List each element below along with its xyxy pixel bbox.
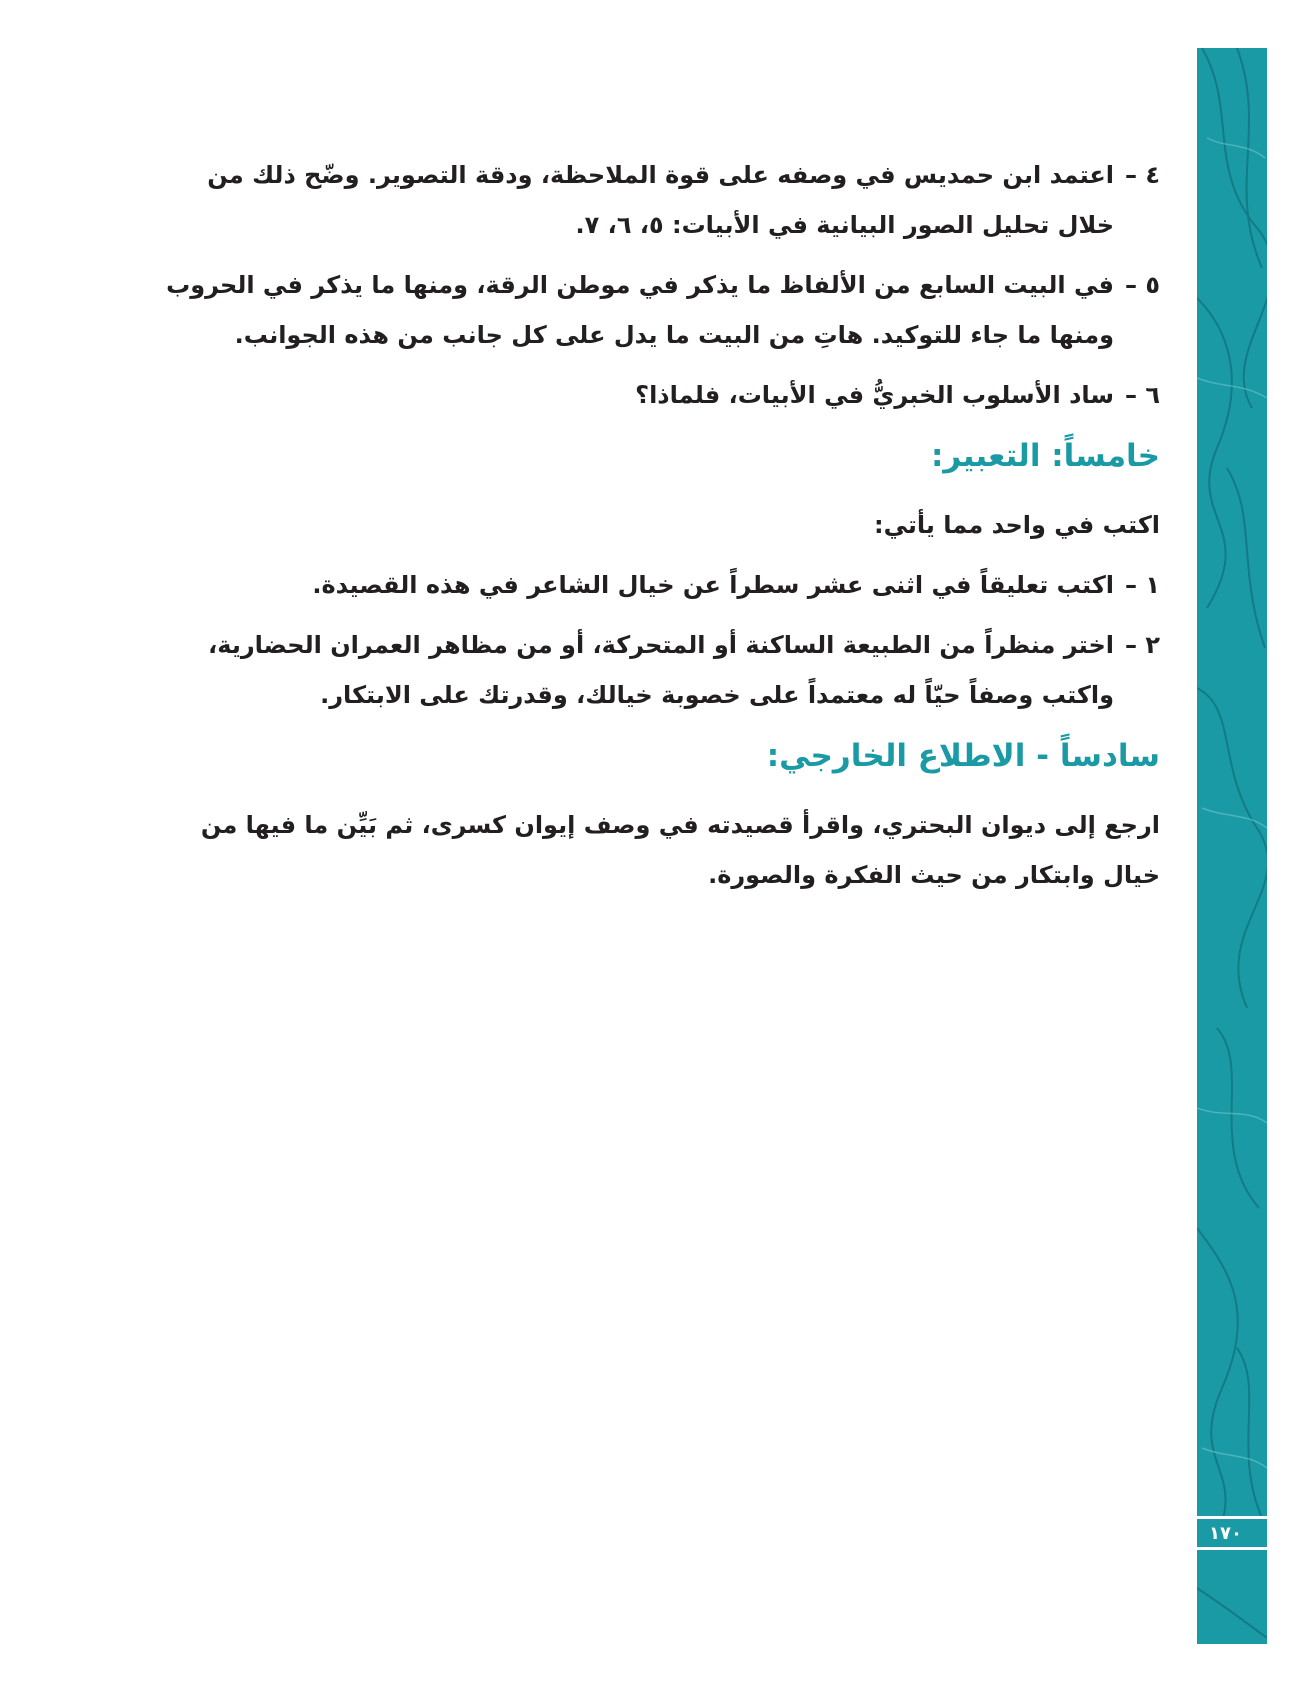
section-heading-expression: خامساً: التعبير:: [931, 438, 1160, 474]
item-text: اكتب تعليقاً في اثنى عشر سطراً عن خيال الشاعر في هذه القصيدة.: [312, 571, 1114, 599]
expression-item-2: [150, 620, 1160, 720]
decorative-side-band: [1197, 48, 1267, 1644]
expression-item-1: [150, 560, 1160, 610]
wave-pattern-icon: [1197, 48, 1267, 1644]
question-4: [150, 150, 1160, 250]
item-number: ٢ –: [1124, 631, 1160, 659]
question-text: اعتمد ابن حمديس في وصفه على قوة الملاحظة، ودقة التصوير. وضّح ذلك من خلال تحليل الصور البيانية في الأبيات: ٥، ٦، ٧.: [207, 161, 1114, 239]
external-reading-text: ارجع إلى ديوان البحتري، واقرأ قصيدته في وصف إيوان كسرى، ثم بَيِّن ما فيها من خيال وابتكار من حيث الفكرة والصورة.: [200, 811, 1160, 889]
question-text: ساد الأسلوب الخبريُّ في الأبيات، فلماذا؟: [635, 381, 1114, 409]
item-text: اختر منظراً من الطبيعة الساكنة أو المتحركة، أو من مظاهر العمران الحضارية، واكتب وصفاً حيّاً له معتمداً على خصوبة خيالك، وقدرتك على الابتكار.: [208, 631, 1114, 709]
page-number: ١٧٠: [1209, 1522, 1242, 1544]
section-intro: اكتب في واحد مما يأتي:: [874, 511, 1160, 539]
question-5: [150, 260, 1160, 360]
section-heading-external-reading: سادساً - الاطلاع الخارجي:: [766, 738, 1160, 774]
item-number: ١ –: [1124, 571, 1160, 599]
question-6: [150, 370, 1160, 420]
question-number: ٦ –: [1124, 381, 1160, 409]
question-number: ٤ –: [1124, 161, 1160, 189]
page-content: [150, 150, 1160, 910]
question-text: في البيت السابع من الألفاظ ما يذكر في موطن الرقة، ومنها ما يذكر في الحروب ومنها ما جاء للتوكيد. هاتِ من البيت ما يدل على كل جانب من هذه الجوانب.: [166, 271, 1114, 349]
page-number-box: [1197, 1516, 1267, 1550]
question-number: ٥ –: [1124, 271, 1160, 299]
